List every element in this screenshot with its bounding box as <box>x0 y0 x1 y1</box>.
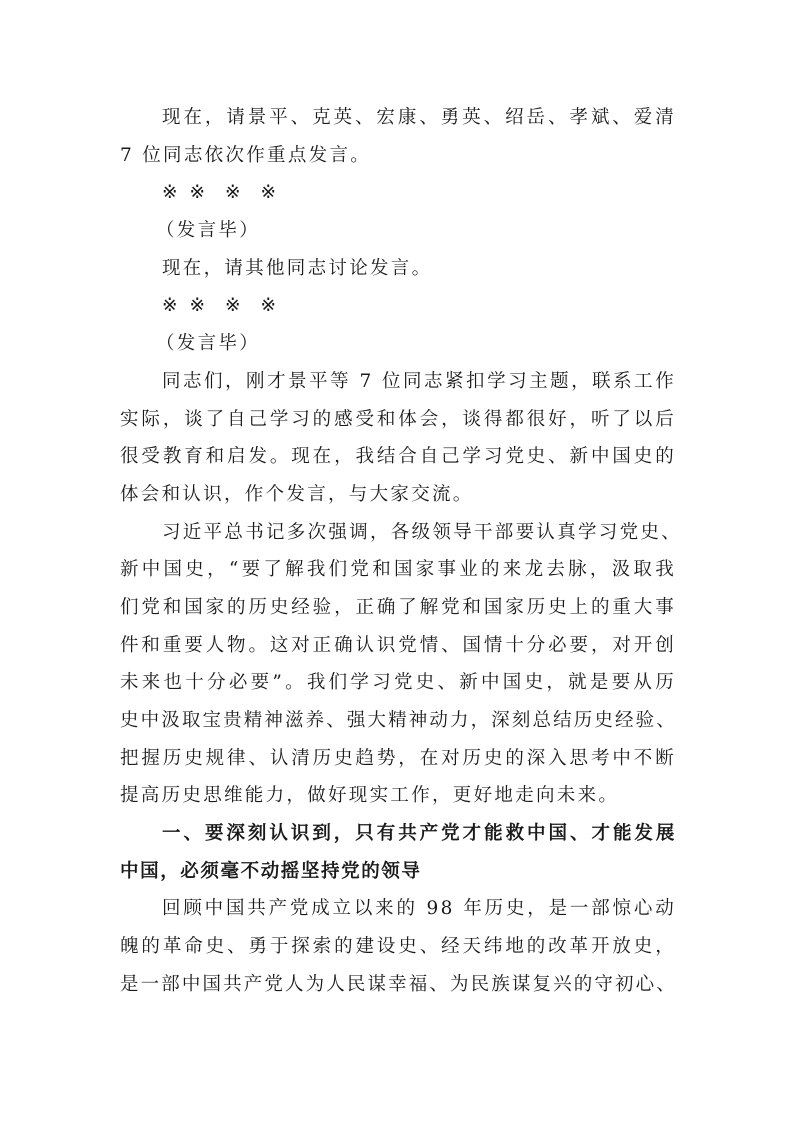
text-line: 们党和国家的历史经验，正确了解党和国家历史上的重大事 <box>120 596 676 618</box>
reference-mark: ※ <box>189 295 206 317</box>
paragraph-speaker-invitation <box>120 99 676 174</box>
section-heading-1 <box>120 815 676 890</box>
text-line: 件和重要人物。这对正确认识党情、国情十分必要，对开创 <box>120 634 676 656</box>
text-line: 魄的革命史、勇于探索的建设史、经天纬地的改革开放史， <box>120 936 676 958</box>
reference-mark: ※ <box>189 182 206 204</box>
text-line: 现在，请景平、克英、宏康、勇英、绍岳、孝斌、爱清 <box>162 107 676 128</box>
text-line: 现在，请其他同志讨论发言。 <box>162 257 433 279</box>
heading-line: 一、要深刻认识到，只有共产党才能救中国、才能发展 <box>162 823 676 845</box>
paragraph-history-study <box>120 514 683 816</box>
reference-mark: ※ <box>260 295 277 317</box>
text-line: 体会和认识，作个发言，与大家交流。 <box>120 483 474 505</box>
text-line: 回顾中国共产党成立以来的 98 年历史，是一部惊心动 <box>162 898 676 920</box>
text-line: 实际，谈了自己学习的感受和体会，谈得都很好，听了以后 <box>120 408 676 430</box>
document-body <box>120 99 683 1004</box>
text-line: 习近平总书记多次强调，各级领导干部要认真学习党史、 <box>162 521 683 543</box>
reference-mark: ※ <box>162 295 178 317</box>
reference-mark: ※ <box>225 295 241 317</box>
reference-mark: ※ <box>225 182 241 204</box>
reference-mark: ※ <box>162 182 178 204</box>
paragraph-party-history <box>120 890 676 1003</box>
text-line: 同志们，刚才景平等 7 位同志紧扣学习主题，联系工作 <box>162 370 676 392</box>
text-line: 把握历史规律、认清历史趋势，在对历史的深入思考中不断 <box>120 747 676 769</box>
text-line: 提高历史思维能力，做好现实工作，更好地走向未来。 <box>120 785 620 807</box>
paragraph-summary-remarks <box>120 363 676 514</box>
paragraph-open-discussion <box>120 250 676 288</box>
text-line: 7 位同志依次作重点发言。 <box>120 144 372 166</box>
text-line: 新中国史，“要了解我们党和国家事业的来龙去脉，汲取我 <box>120 559 676 581</box>
text-line: 史中汲取宝贵精神滋养、强大精神动力，深刻总结历史经验、 <box>120 710 676 731</box>
speech-ended-note: （发言毕） <box>156 333 261 355</box>
separator-marks <box>120 287 676 325</box>
text-line: 是一部中国共产党人为人民谋幸福、为民族谋复兴的守初心、 <box>120 973 676 995</box>
reference-mark: ※ <box>260 182 277 204</box>
text-line: 未来也十分必要”。我们学习党史、新中国史，就是要从历 <box>120 672 676 694</box>
text-line: 很受教育和启发。现在，我结合自己学习党史、新中国史的 <box>120 446 676 468</box>
separator-marks <box>120 174 676 212</box>
speech-ended-note: （发言毕） <box>156 220 261 242</box>
heading-line: 中国，必须毫不动摇坚持党的领导 <box>120 860 422 882</box>
